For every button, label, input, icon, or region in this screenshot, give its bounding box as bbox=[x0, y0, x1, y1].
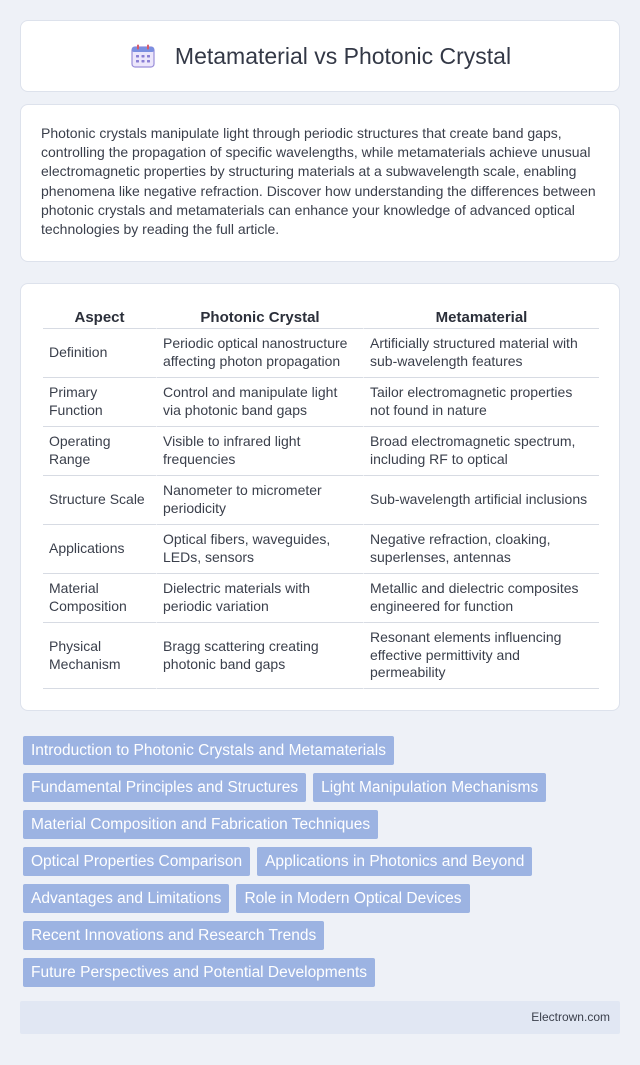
topic-link-recent-innovations[interactable]: Recent Innovations and Research Trends bbox=[23, 921, 324, 950]
row-photonic-crystal: Bragg scattering creating photonic band gaps bbox=[156, 623, 363, 689]
row-aspect: Primary Function bbox=[43, 378, 156, 427]
comparison-table bbox=[43, 304, 599, 689]
related-topics bbox=[23, 736, 623, 995]
table-row bbox=[43, 525, 599, 574]
row-aspect: Applications bbox=[43, 525, 156, 574]
row-metamaterial: Tailor electromagnetic properties not found in nature bbox=[363, 378, 599, 427]
comparison-table-card bbox=[20, 283, 620, 711]
row-metamaterial: Sub-wavelength artificial inclusions bbox=[363, 476, 599, 525]
title-card bbox=[20, 20, 620, 92]
topic-row bbox=[23, 773, 623, 810]
topic-link-fundamental-principles[interactable]: Fundamental Principles and Structures bbox=[23, 773, 306, 802]
table-row bbox=[43, 378, 599, 427]
footer-site-name: Electrown.com bbox=[531, 1010, 610, 1024]
table-row bbox=[43, 329, 599, 378]
row-aspect: Operating Range bbox=[43, 427, 156, 476]
row-photonic-crystal: Visible to infrared light frequencies bbox=[156, 427, 363, 476]
topic-row bbox=[23, 884, 623, 921]
topic-row bbox=[23, 958, 623, 995]
topic-link-optical-properties[interactable]: Optical Properties Comparison bbox=[23, 847, 250, 876]
row-photonic-crystal: Periodic optical nanostructure affecting photon propagation bbox=[156, 329, 363, 378]
table-row bbox=[43, 574, 599, 623]
row-aspect: Structure Scale bbox=[43, 476, 156, 525]
topic-link-modern-devices[interactable]: Role in Modern Optical Devices bbox=[236, 884, 469, 913]
topic-row bbox=[23, 921, 623, 958]
row-photonic-crystal: Optical fibers, waveguides, LEDs, sensors bbox=[156, 525, 363, 574]
footer bbox=[20, 1001, 620, 1034]
row-metamaterial: Broad electromagnetic spectrum, including RF to optical bbox=[363, 427, 599, 476]
column-header-metamaterial: Metamaterial bbox=[363, 304, 599, 329]
row-photonic-crystal: Nanometer to micrometer periodicity bbox=[156, 476, 363, 525]
topic-link-advantages[interactable]: Advantages and Limitations bbox=[23, 884, 229, 913]
row-metamaterial: Negative refraction, cloaking, superlenses, antennas bbox=[363, 525, 599, 574]
row-aspect: Material Composition bbox=[43, 574, 156, 623]
row-metamaterial: Metallic and dielectric composites engineered for function bbox=[363, 574, 599, 623]
intro-card bbox=[20, 104, 620, 262]
topic-link-light-manipulation[interactable]: Light Manipulation Mechanisms bbox=[313, 773, 546, 802]
row-photonic-crystal: Dielectric materials with periodic variation bbox=[156, 574, 363, 623]
table-row bbox=[43, 623, 599, 689]
row-metamaterial: Resonant elements influencing effective permittivity and permeability bbox=[363, 623, 599, 689]
intro-paragraph: Photonic crystals manipulate light through periodic structures that create band gaps, controlling the propagation of specific wavelengths, while metamaterials achieve unusual electromagnetic properties by structuring materials at a subwavelength scale, enabling phenomena like negative refraction. Discover how understanding the differences between photonic crystals and metamaterials can enhance your knowledge of advanced optical technologies by reading the full article. bbox=[41, 125, 596, 238]
column-header-aspect: Aspect bbox=[43, 304, 156, 329]
calendar-grid-icon bbox=[129, 42, 157, 70]
table-header-row bbox=[43, 304, 599, 329]
topic-link-introduction[interactable]: Introduction to Photonic Crystals and Metamaterials bbox=[23, 736, 394, 765]
topic-row bbox=[23, 736, 623, 773]
topic-link-future-perspectives[interactable]: Future Perspectives and Potential Developments bbox=[23, 958, 375, 987]
table-row bbox=[43, 476, 599, 525]
topic-row bbox=[23, 810, 623, 847]
row-aspect: Definition bbox=[43, 329, 156, 378]
table-row bbox=[43, 427, 599, 476]
row-metamaterial: Artificially structured material with sub-wavelength features bbox=[363, 329, 599, 378]
row-photonic-crystal: Control and manipulate light via photonic band gaps bbox=[156, 378, 363, 427]
page-title: Metamaterial vs Photonic Crystal bbox=[174, 42, 512, 69]
topic-link-applications[interactable]: Applications in Photonics and Beyond bbox=[257, 847, 532, 876]
topic-link-material-composition[interactable]: Material Composition and Fabrication Techniques bbox=[23, 810, 378, 839]
row-aspect: Physical Mechanism bbox=[43, 623, 156, 689]
topic-row bbox=[23, 847, 623, 884]
column-header-photonic-crystal: Photonic Crystal bbox=[156, 304, 363, 329]
